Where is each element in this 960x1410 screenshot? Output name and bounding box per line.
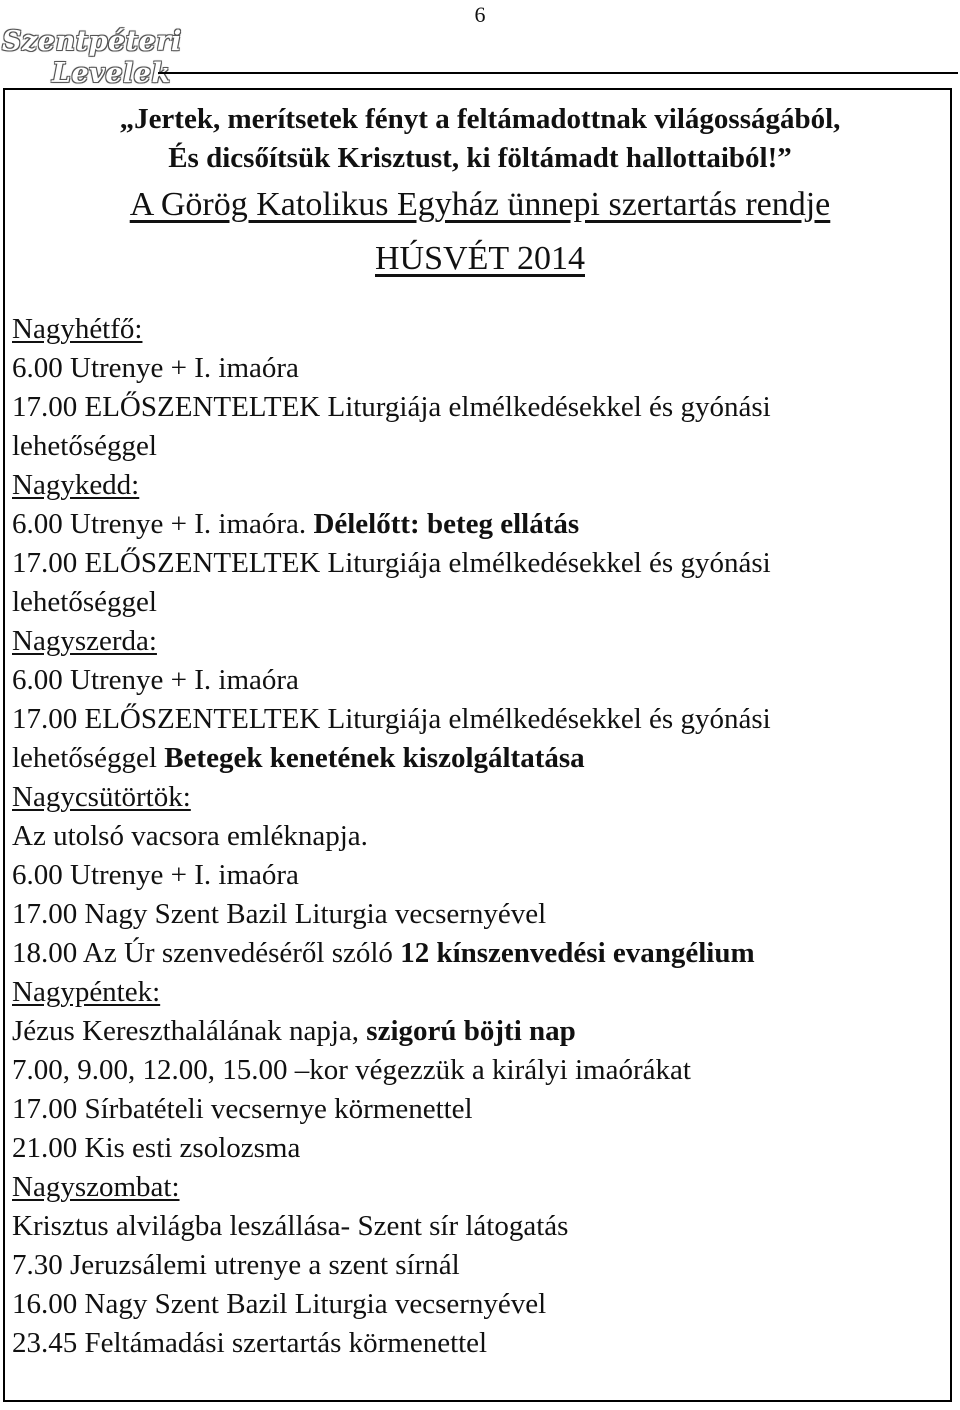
newsletter-logo [2,26,182,89]
wednesday-heading [12,622,947,661]
schedule-line [12,934,947,973]
day-label: Nagyhétfő: [12,313,143,345]
schedule-line: 23.45 Feltámadási szertartás körmenettel [12,1327,488,1359]
schedule-line: Krisztus alvilágba leszállása- Szent sír látogatás [12,1210,569,1242]
schedule-subtitle: A Görög Katolikus Egyház ünnepi szertartás rendje [129,186,831,223]
schedule-text: lehetőséggel [12,742,165,774]
schedule-line: 17.00 Nagy Szent Bazil Liturgia vecsernyével [12,898,547,930]
saturday-heading [12,1168,947,1207]
schedule-line: 6.00 Utrenye + I. imaóra [12,859,299,891]
thursday-heading [12,778,947,817]
schedule-line: 17.00 ELŐSZENTELTEK Liturgiája elmélkedésekkel és gyónási [12,391,771,423]
page-title: HÚSVÉT 2014 [375,240,585,277]
schedule [12,310,947,1363]
schedule-line: 6.00 Utrenye + I. imaóra [12,352,299,384]
schedule-line: 6.00 Utrenye + I. imaóra [12,664,299,696]
day-label: Nagyszombat: [12,1171,180,1203]
schedule-text: Jézus Kereszthalálának napja, [12,1015,367,1047]
logo-line-1: Szentpéteri [2,26,182,57]
logo-line-2: Levelek [52,58,171,89]
schedule-emphasis: 12 kínszenvedési evangélium [400,937,755,969]
schedule-emphasis: Délelőtt: beteg ellátás [313,508,580,540]
quote-line-2: És dicsőítsük Krisztust, ki föltámadt hallottaiból!” [168,142,792,174]
schedule-line: 21.00 Kis esti zsolozsma [12,1132,301,1164]
header-rule [158,72,958,74]
schedule-line [12,1012,947,1051]
schedule-text: 6.00 Utrenye + I. imaóra. [12,508,314,540]
schedule-line: 16.00 Nagy Szent Bazil Liturgia vecsernyével [12,1288,547,1320]
monday-heading [12,310,947,349]
schedule-line: Az utolsó vacsora emléknapja. [12,820,368,852]
schedule-line: 17.00 ELŐSZENTELTEK Liturgiája elmélkedésekkel és gyónási [12,703,771,735]
day-label: Nagyszerda: [12,625,157,657]
schedule-text: 18.00 Az Úr szenvedéséről szóló [12,937,401,969]
schedule-line [12,505,947,544]
schedule-line: 17.00 ELŐSZENTELTEK Liturgiája elmélkedésekkel és gyónási [12,547,771,579]
day-label: Nagycsütörtök: [12,781,191,813]
schedule-line: lehetőséggel [12,430,157,462]
schedule-line: 7.30 Jeruzsálemi utrenye a szent sírnál [12,1249,460,1281]
day-label: Nagykedd: [12,469,140,501]
schedule-line: 7.00, 9.00, 12.00, 15.00 –kor végezzük a királyi imaórákat [12,1054,691,1086]
schedule-line: 17.00 Sírbatételi vecsernye körmenettel [12,1093,473,1125]
quote-line-1: „Jertek, merítsetek fényt a feltámadottnak világosságából, [119,103,841,135]
schedule-line [12,739,947,778]
tuesday-heading [12,466,947,505]
page-number: 6 [474,2,486,27]
friday-heading [12,973,947,1012]
schedule-emphasis: Betegek kenetének kiszolgáltatása [164,742,585,774]
schedule-line: lehetőséggel [12,586,157,618]
day-label: Nagypéntek: [12,976,161,1008]
schedule-emphasis: szigorú böjti nap [366,1015,576,1047]
